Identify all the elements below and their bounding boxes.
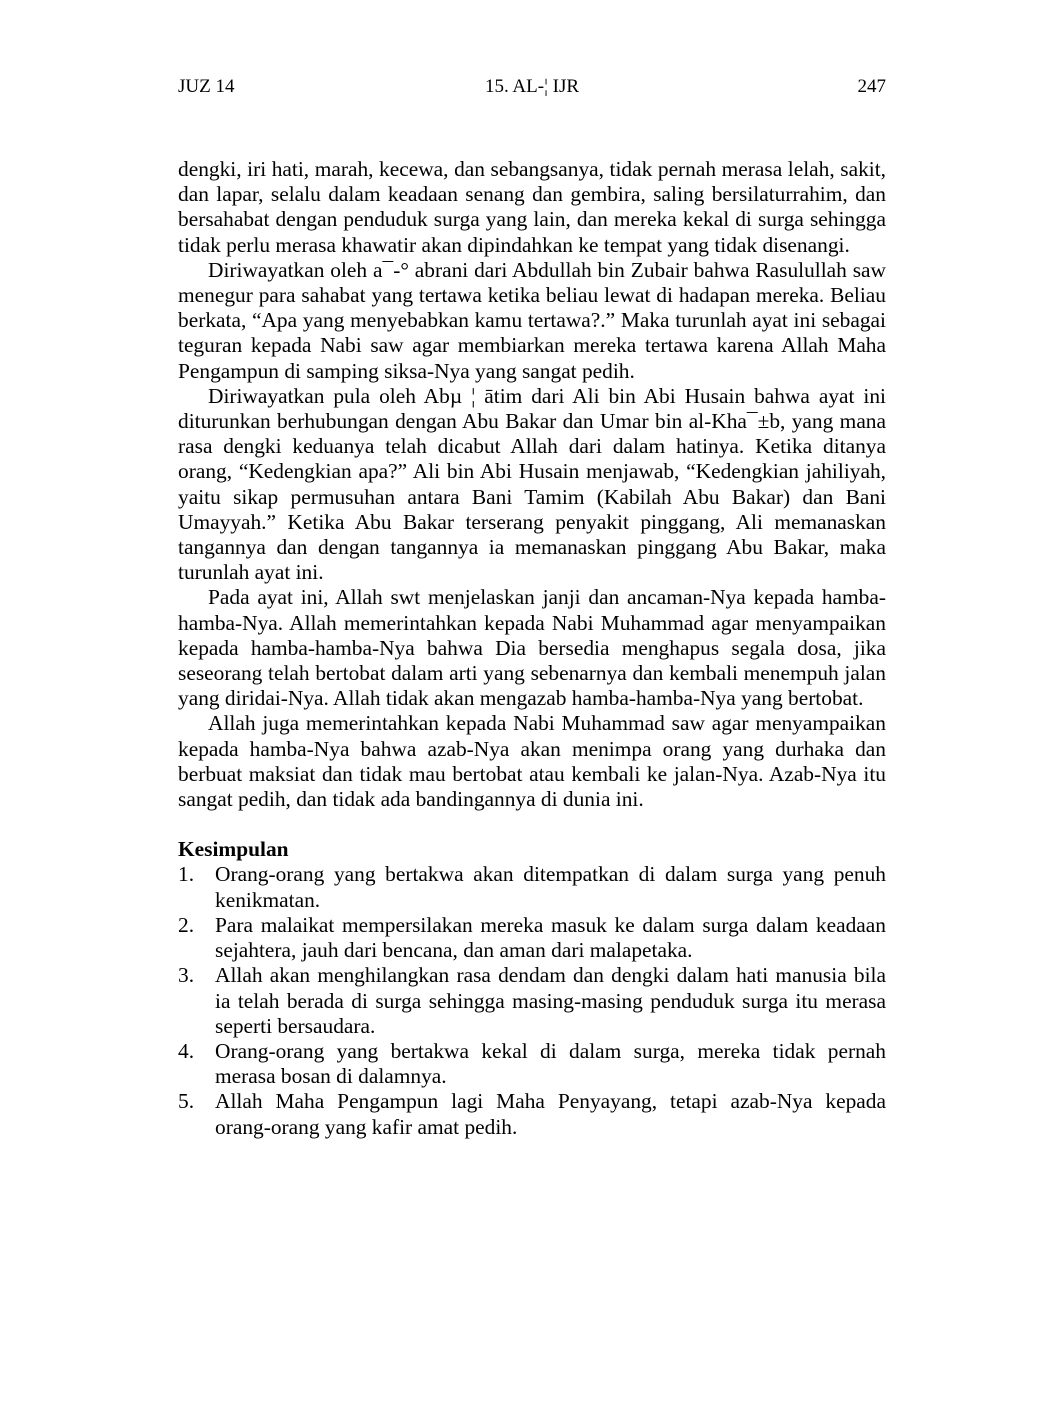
conclusion-item-text: Allah akan menghilangkan rasa dendam dan dengki dalam hati manusia bila ia telah berada di surga sehingga masing-masing penduduk surga itu merasa seperti bersaudara.	[215, 963, 886, 1038]
page-number: 247	[857, 76, 886, 97]
conclusion-item-number: 3.	[178, 963, 195, 988]
page-header	[178, 76, 886, 102]
paragraph-punishment: Allah juga memerintahkan kepada Nabi Muhammad saw agar menyampaikan kepada hamba-Nya bahwa azab-Nya akan menimpa orang yang durhaka dan berbuat maksiat dan tidak mau bertobat atau kembali ke jalan-Nya. Azab-Nya itu sangat pedih, dan tidak ada bandingannya di dunia ini.	[178, 711, 886, 812]
surah-title: 15. AL-¦ IJR	[484, 76, 580, 97]
conclusion-item	[178, 1039, 886, 1089]
conclusion-item-text: Orang-orang yang bertakwa akan ditempatkan di dalam surga yang penuh kenikmatan.	[215, 862, 886, 912]
conclusion-item-text: Orang-orang yang bertakwa kekal di dalam surga, mereka tidak pernah merasa bosan di dalamnya.	[215, 1038, 886, 1089]
conclusion-item-number: 1.	[178, 862, 195, 887]
conclusion-heading: Kesimpulan	[178, 837, 289, 862]
juz-label: JUZ 14	[178, 76, 235, 97]
conclusion-item-text: Para malaikat mempersilakan mereka masuk ke dalam surga dalam keadaan sejahtera, jauh dari bencana, dan aman dari malapetaka.	[215, 912, 886, 963]
paragraph-abu-hatim-narration: Diriwayatkan pula oleh Abµ ¦ ātim dari Ali bin Abi Husain bahwa ayat ini diturunkan berhubungan dengan Abu Bakar dan Umar bin al-Kha¯±b, yang mana rasa dengki keduanya telah dicabut Allah dari dalam hatinya. Ketika ditanya orang, “Kedengkian apa?” Ali bin Abi Husain menjawab, “Kedengkian jahiliyah, yaitu sikap permusuhan antara Bani Tamim (Kabilah Abu Bakar) dan Bani Umayyah.” Ketika Abu Bakar terserang penyakit pinggang, Ali memanaskan tangannya dan dengan tangannya ia memanaskan pinggang Abu Bakar, maka turunlah ayat ini.	[178, 383, 886, 585]
paragraph-tabrani-narration: Diriwayatkan oleh a¯-° abrani dari Abdullah bin Zubair bahwa Rasulullah saw menegur para sahabat yang tertawa ketika beliau lewat di hadapan mereka. Beliau berkata, “Apa yang menyebabkan kamu tertawa?.” Maka turunlah ayat ini sebagai teguran kepada Nabi saw agar membiarkan mereka tertawa karena Allah Maha Pengampun di samping siksa-Nya yang sangat pedih.	[178, 257, 886, 383]
conclusion-item-number: 5.	[178, 1089, 195, 1114]
conclusion-item	[178, 1089, 886, 1139]
conclusion-item	[178, 913, 886, 963]
conclusion-item-number: 4.	[178, 1038, 195, 1063]
conclusion-item-number: 2.	[178, 912, 195, 937]
paragraph-promise-and-threat: Pada ayat ini, Allah swt menjelaskan janji dan ancaman-Nya kepada hamba-hamba-Nya. Allah memerintahkan kepada Nabi Muhammad agar menyampaikan kepada hamba-hamba-Nya bahwa Dia bersedia menghapus segala dosa, jika seseorang telah bertobat dalam arti yang sebenarnya dan kembali menempuh jalan yang diridai-Nya. Allah tidak akan mengazab hamba-hamba-Nya yang bertobat.	[178, 585, 886, 711]
page-body	[178, 157, 886, 1140]
conclusion-item	[178, 862, 886, 912]
conclusion-item	[178, 963, 886, 1039]
conclusion-list	[178, 862, 886, 1139]
paragraph-continuation: dengki, iri hati, marah, kecewa, dan sebangsanya, tidak pernah merasa lelah, sakit, dan lapar, selalu dalam keadaan senang dan gembira, saling bersilaturrahim, dan bersahabat dengan penduduk surga yang lain, dan mereka kekal di surga sehingga tidak perlu merasa khawatir akan dipindahkan ke tempat yang tidak disenangi.	[178, 157, 886, 257]
conclusion-item-text: Allah Maha Pengampun lagi Maha Penyayang, tetapi azab-Nya kepada orang-orang yang kafir amat pedih.	[215, 1089, 886, 1139]
